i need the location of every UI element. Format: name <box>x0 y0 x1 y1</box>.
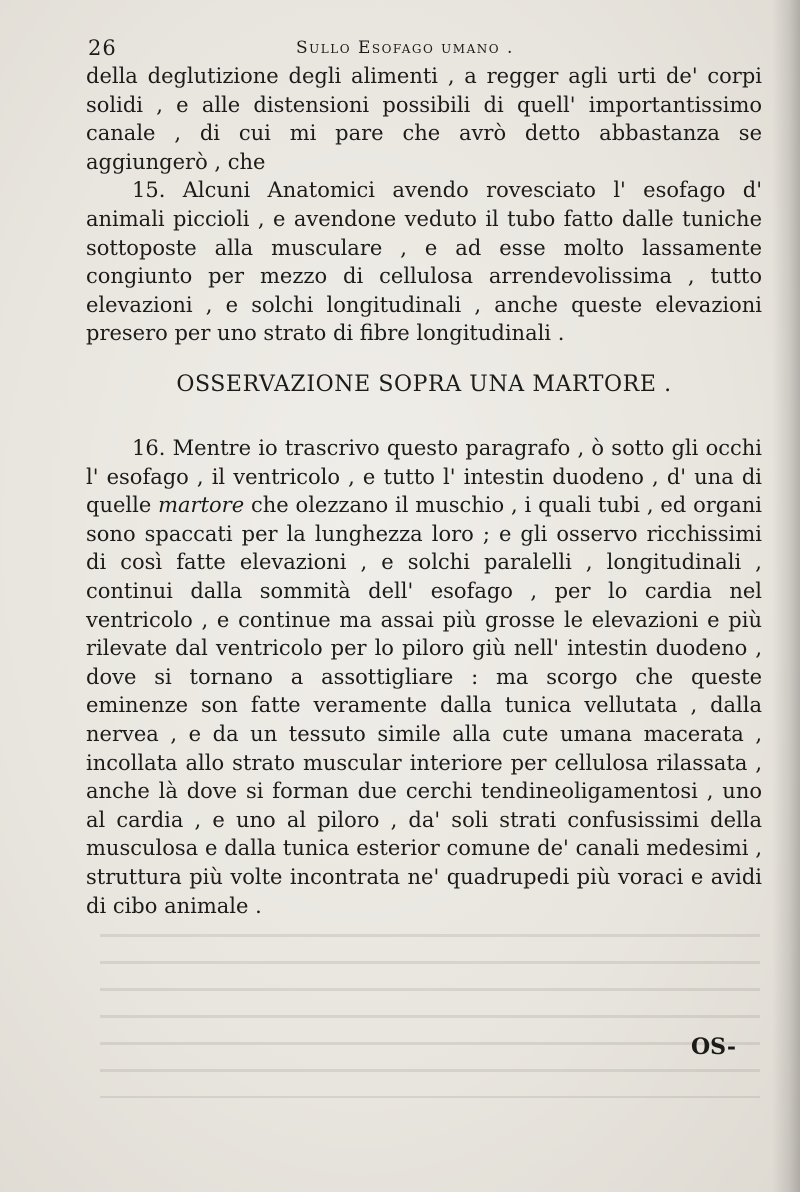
paragraph-16-start: 16. Mentre io trascrivo questo paragrafo , ò sotto gli occhi l' esofago , il ventricolo , e tutto l' intestin duodeno , d' una di quelle <box>86 436 762 518</box>
section-heading: OSSERVAZIONE SOPRA UNA MARTORE . <box>176 372 672 397</box>
italic-term: martore <box>158 493 245 518</box>
running-title: Sullo Esofago umano . <box>296 38 514 58</box>
catchword: OS- <box>691 1034 736 1060</box>
text-block-bottom <box>86 434 762 920</box>
paragraph-16 <box>86 434 762 920</box>
page-number: 26 <box>88 36 117 60</box>
paragraph-15: 15. Alcuni Anatomici avendo rovesciato l' esofago d' animali piccioli , e avendone veduto il tubo fatto dalle tuniche sottoposte alla musculare , e ad esse molto lassamente congiunto per mezzo di cellulosa arrendevolissima , tutto elevazioni , e solchi longitudinali , anche queste elevazioni presero per uno strato di fibre longitudinali . <box>86 178 762 346</box>
bleed-through-text <box>100 918 760 1098</box>
paragraph-16-end: che olezzano il muschio , i quali tubi , ed organi sono spaccati per la lunghezza loro ; e gli osservo ricchissimi di così fatte elevazioni , e solchi paralelli , longitudinali , continui dalla sommità dell' esofago , per lo cardia nel ventricolo , e continue ma assai più grosse le elevazioni e più rilevate dal ventricolo per lo piloro giù nell' intestin duodeno , dove si tornano a assottigliare : ma scorgo che queste eminenze son fatte veramente dalla tunica vellutata , dalla nervea , e da un tessuto simile alla cute umana macerata , incollata allo strato muscular interiore per cellulosa rilassata , anche là dove si forman due cerchi tendineoligamentosi , uno al cardia , e uno al piloro , da' soli strati confusissimi della musculosa e dalla tunica esterior comune de' canali medesimi , struttura più volte incontrata ne' quadrupedi più voraci e avidi di cibo animale . <box>86 493 762 918</box>
text-block-top <box>86 62 762 348</box>
page-gutter-shadow <box>772 0 800 1192</box>
paragraph-continuation: della deglutizione degli alimenti , a regger agli urti de' corpi solidi , e alle distensioni possibili di quell' importantissimo canale , di cui mi pare che avrò detto abbastanza se aggiungerò , che <box>86 64 762 174</box>
